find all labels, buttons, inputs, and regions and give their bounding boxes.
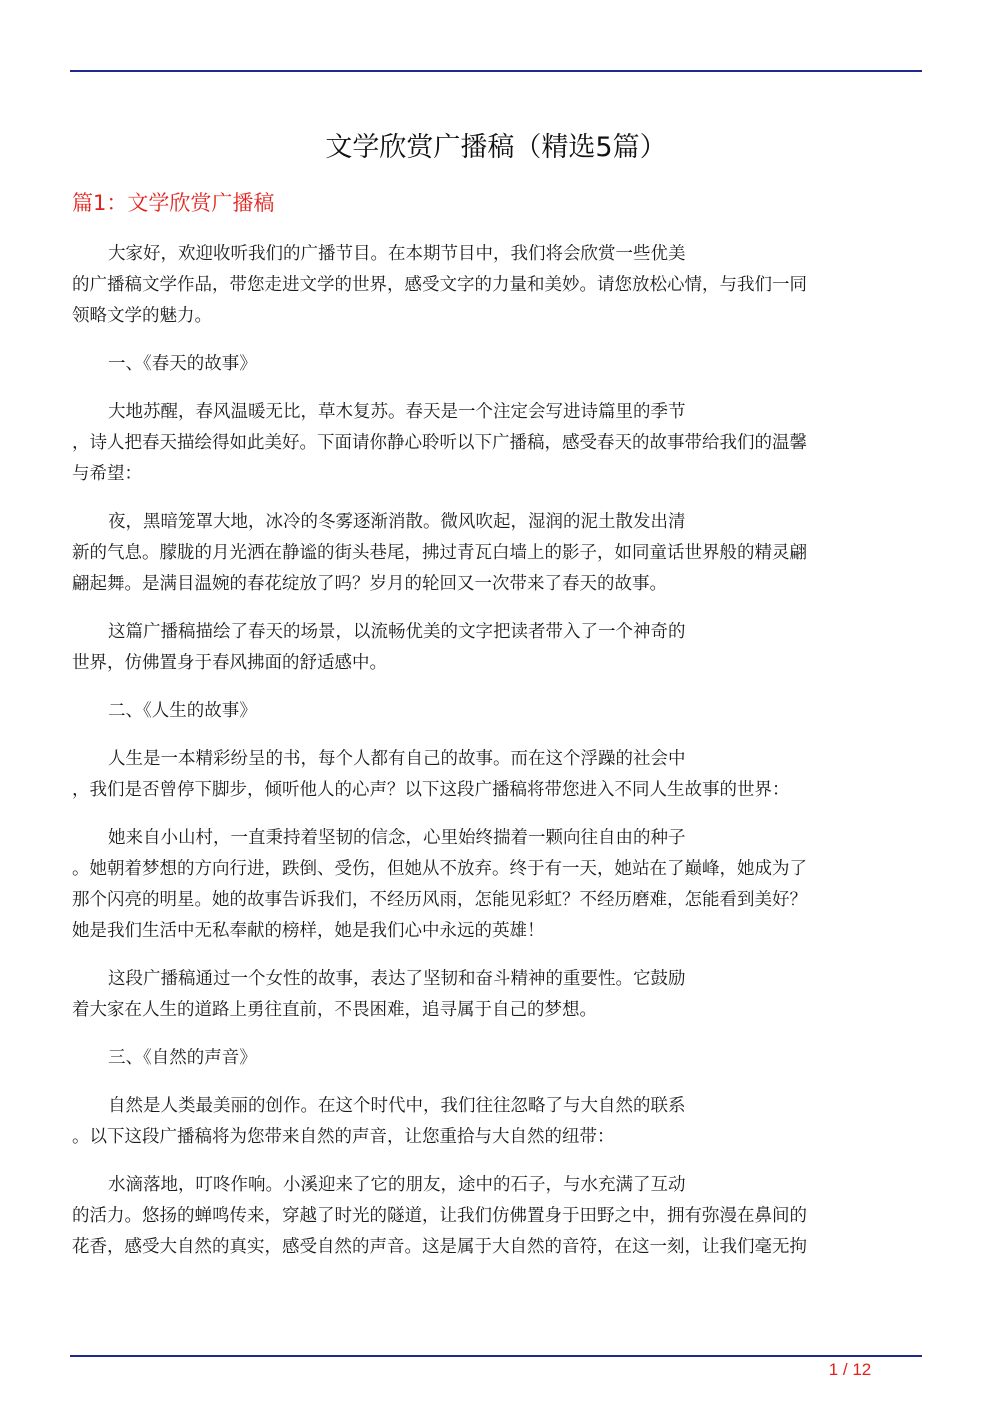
subsection-heading bbox=[72, 349, 922, 380]
text-line: 。她朝着梦想的方向行进，跌倒、受伤，但她从不放弃。终于有一天，她站在了巅峰，她成为了 bbox=[72, 859, 807, 879]
footer-rule bbox=[70, 1355, 922, 1357]
text-line: 与希望： bbox=[72, 464, 142, 484]
paragraph bbox=[72, 507, 922, 600]
text-line: 大家好，欢迎收听我们的广播节目。在本期节目中，我们将会欣赏一些优美 bbox=[108, 244, 686, 264]
subsection-heading bbox=[72, 1043, 922, 1074]
text-line: 着大家在人生的道路上勇往直前，不畏困难，追寻属于自己的梦想。 bbox=[72, 1000, 597, 1020]
header-rule bbox=[70, 70, 922, 72]
paragraph bbox=[72, 239, 922, 332]
text-line: 二、《人生的故事》 bbox=[108, 701, 257, 721]
text-line: 这段广播稿通过一个女性的故事，表达了坚韧和奋斗精神的重要性。它鼓励 bbox=[108, 969, 686, 989]
text-line: 夜，黑暗笼罩大地，冰冷的冬雾逐渐消散。微风吹起，湿润的泥土散发出清 bbox=[108, 512, 686, 532]
text-line: 她是我们生活中无私奉献的榜样，她是我们心中永远的英雄！ bbox=[72, 921, 545, 941]
text-line: 。以下这段广播稿将为您带来自然的声音，让您重拾与大自然的纽带： bbox=[72, 1127, 615, 1147]
text-line: 人生是一本精彩纷呈的书，每个人都有自己的故事。而在这个浮躁的社会中 bbox=[108, 749, 686, 769]
text-line: 三、《自然的声音》 bbox=[108, 1048, 257, 1068]
text-line: ，诗人把春天描绘得如此美好。下面请你静心聆听以下广播稿，感受春天的故事带给我们的温馨 bbox=[72, 433, 807, 453]
text-line: 世界，仿佛置身于春风拂面的舒适感中。 bbox=[72, 653, 387, 673]
page-number: 1 / 12 bbox=[828, 1360, 872, 1379]
text-line: 一、《春天的故事》 bbox=[108, 354, 257, 374]
text-line: 自然是人类最美丽的创作。在这个时代中，我们往往忽略了与大自然的联系 bbox=[108, 1096, 686, 1116]
paragraph bbox=[72, 744, 922, 806]
text-line: 水滴落地，叮咚作响。小溪迎来了它的朋友，途中的石子，与水充满了互动 bbox=[108, 1175, 686, 1195]
subsection-heading bbox=[72, 696, 922, 727]
section-heading: 篇1：文学欣赏广播稿 bbox=[72, 191, 275, 215]
text-line: 的广播稿文学作品，带您走进文学的世界，感受文字的力量和美妙。请您放松心情，与我们一同 bbox=[72, 275, 807, 295]
text-line: 新的气息。朦胧的月光洒在静谧的街头巷尾，拂过青瓦白墙上的影子，如同童话世界般的精灵翩 bbox=[72, 543, 807, 563]
text-line: 这篇广播稿描绘了春天的场景，以流畅优美的文字把读者带入了一个神奇的 bbox=[108, 622, 686, 642]
paragraph bbox=[72, 397, 922, 490]
text-line: 那个闪亮的明星。她的故事告诉我们，不经历风雨，怎能见彩虹？不经历磨难，怎能看到美好？ bbox=[72, 890, 807, 910]
paragraph bbox=[72, 1091, 922, 1153]
paragraph bbox=[72, 1170, 922, 1263]
text-line: 领略文学的魅力。 bbox=[72, 306, 212, 326]
text-line: 大地苏醒，春风温暖无比，草木复苏。春天是一个注定会写进诗篇里的季节 bbox=[108, 402, 686, 422]
text-line: 翩起舞。是满目温婉的春花绽放了吗？岁月的轮回又一次带来了春天的故事。 bbox=[72, 574, 667, 594]
text-line: 花香，感受大自然的真实，感受自然的声音。这是属于大自然的音符，在这一刻，让我们毫无拘 bbox=[72, 1237, 807, 1257]
document-title: 文学欣赏广播稿（精选5篇） bbox=[325, 132, 667, 163]
text-line: 她来自小山村，一直秉持着坚韧的信念，心里始终揣着一颗向往自由的种子 bbox=[108, 828, 686, 848]
text-line: ，我们是否曾停下脚步，倾听他人的心声？以下这段广播稿将带您进入不同人生故事的世界： bbox=[72, 780, 790, 800]
paragraph bbox=[72, 823, 922, 947]
text-line: 的活力。悠扬的蝉鸣传来，穿越了时光的隧道，让我们仿佛置身于田野之中，拥有弥漫在鼻间的 bbox=[72, 1206, 807, 1226]
paragraph bbox=[72, 617, 922, 679]
document-body bbox=[72, 239, 922, 1280]
paragraph bbox=[72, 964, 922, 1026]
